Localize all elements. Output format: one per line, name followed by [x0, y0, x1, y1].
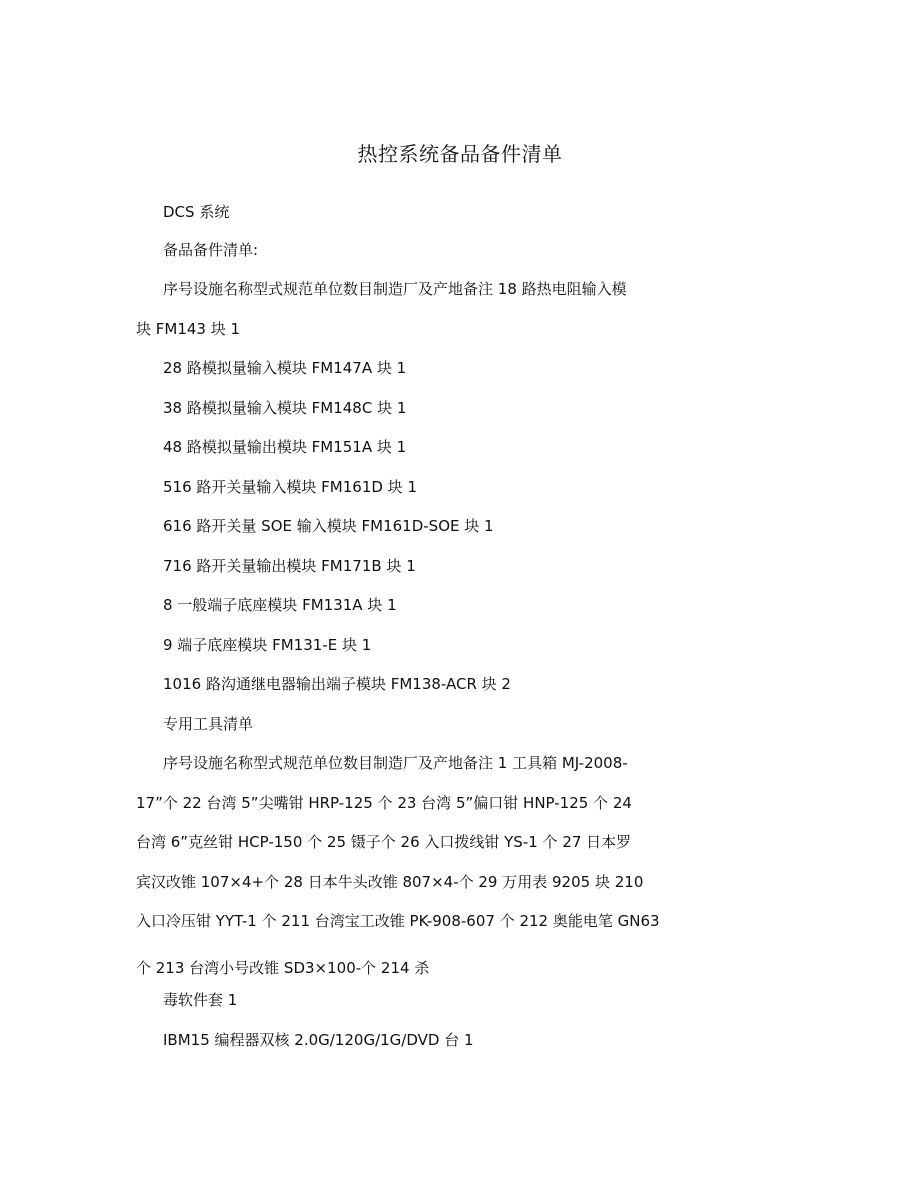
text-line-dcs-system: DCS 系统: [163, 203, 230, 221]
text-line-antivirus: 毒软件套 1: [163, 991, 238, 1009]
text-line-item-9: 9 端子底座模块 FM131-E 块 1: [163, 636, 372, 654]
text-line-tools-1: 17”个 22 台湾 5”尖嘴钳 HRP-125 个 23 台湾 5”偏口钳 HNP-125 个 24: [136, 794, 632, 812]
text-line-tools-3: 宾汉改锥 107×4+个 28 日本牛头改锥 807×4-个 29 万用表 9205 块 210: [136, 873, 644, 891]
text-line-item-5: 516 路开关量输入模块 FM161D 块 1: [163, 478, 417, 496]
text-line-spare-header: 序号设施名称型式规范单位数目制造厂及产地备注 18 路热电阻输入模: [163, 280, 627, 298]
text-line-item-1: 块 FM143 块 1: [136, 320, 241, 338]
text-line-ibm-programmer: IBM15 编程器双核 2.0G/120G/1G/DVD 台 1: [163, 1031, 474, 1049]
document-title: 热控系统备品备件清单: [357, 142, 563, 166]
text-line-tools-4: 入口冷压钳 YYT-1 个 211 台湾宝工改锥 PK-908-607 个 212 奥能电笔 GN63: [136, 912, 660, 930]
text-line-item-7: 716 路开关量输出模块 FM171B 块 1: [163, 557, 416, 575]
text-line-tools-header: 序号设施名称型式规范单位数目制造厂及产地备注 1 工具箱 MJ-2008-: [163, 754, 628, 772]
text-line-tools-5: 个 213 台湾小号改锥 SD3×100-个 214 杀: [136, 959, 430, 977]
text-line-item-6: 616 路开关量 SOE 输入模块 FM161D-SOE 块 1: [163, 517, 494, 535]
text-line-item-10: 1016 路沟通继电器输出端子模块 FM138-ACR 块 2: [163, 675, 511, 693]
text-line-item-8: 8 一般端子底座模块 FM131A 块 1: [163, 596, 397, 614]
text-line-item-4: 48 路模拟量输出模块 FM151A 块 1: [163, 438, 407, 456]
text-line-tools-heading: 专用工具清单: [163, 715, 254, 733]
text-line-tools-2: 台湾 6”克丝钳 HCP-150 个 25 镊子个 26 入口拨线钳 YS-1 个 27 日本罗: [136, 833, 632, 851]
text-line-item-2: 28 路模拟量输入模块 FM147A 块 1: [163, 359, 407, 377]
text-line-spare-list-heading: 备品备件清单:: [163, 241, 259, 259]
text-line-item-3: 38 路模拟量输入模块 FM148C 块 1: [163, 399, 407, 417]
